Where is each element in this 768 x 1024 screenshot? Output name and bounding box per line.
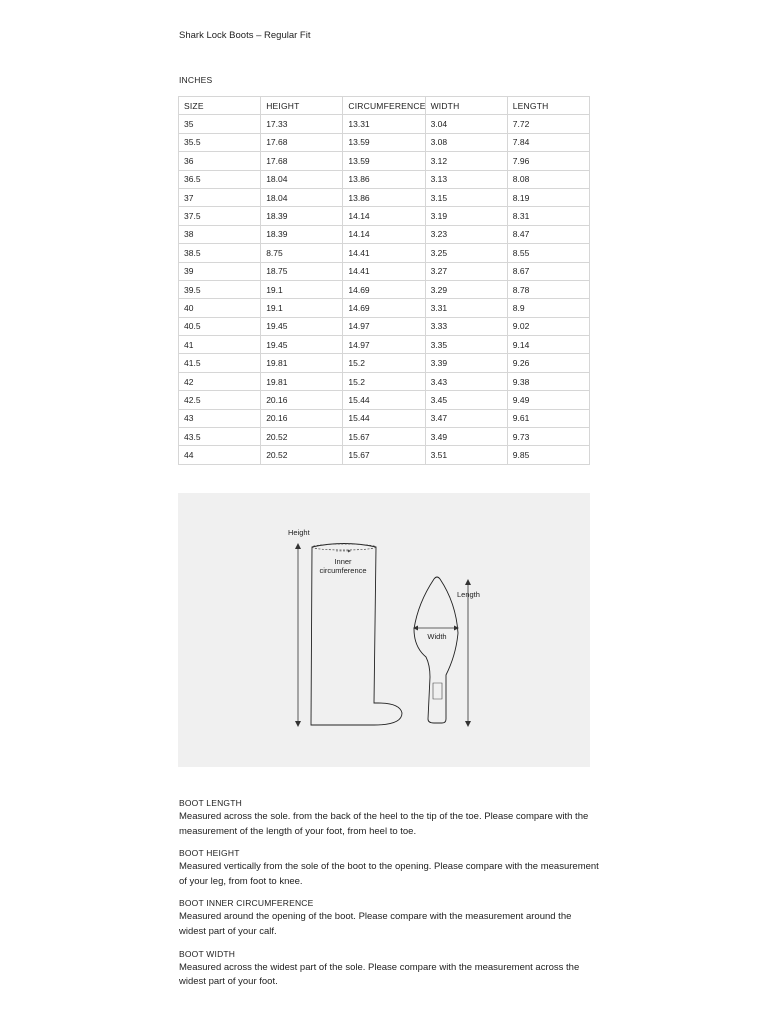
table-row [179, 280, 590, 298]
table-row [179, 207, 590, 225]
inner-circumference-label-line2: circumference [319, 566, 367, 575]
table-row [179, 262, 590, 280]
column-header-size: SIZE [179, 97, 261, 115]
cell-circumference: 14.14 [343, 225, 425, 243]
cell-circumference: 14.97 [343, 317, 425, 335]
definition-heading: BOOT HEIGHT [179, 848, 240, 859]
cell-size: 35 [179, 115, 261, 133]
cell-length: 9.61 [507, 409, 589, 427]
cell-size: 42.5 [179, 391, 261, 409]
unit-label: INCHES [179, 75, 213, 85]
sole-top-outline [414, 577, 458, 723]
table-row [179, 188, 590, 206]
cell-length: 9.49 [507, 391, 589, 409]
cell-width: 3.19 [425, 207, 507, 225]
cell-height: 17.68 [261, 133, 343, 151]
cell-circumference: 13.31 [343, 115, 425, 133]
cell-length: 7.96 [507, 152, 589, 170]
cell-size: 36 [179, 152, 261, 170]
cell-length: 9.85 [507, 446, 589, 464]
cell-size: 37.5 [179, 207, 261, 225]
cell-width: 3.08 [425, 133, 507, 151]
definition-boot-width [179, 948, 599, 990]
cell-circumference: 15.2 [343, 354, 425, 372]
cell-height: 19.81 [261, 372, 343, 390]
cell-width: 3.47 [425, 409, 507, 427]
cell-height: 19.45 [261, 336, 343, 354]
cell-circumference: 14.41 [343, 244, 425, 262]
cell-circumference: 15.44 [343, 409, 425, 427]
cell-height: 18.04 [261, 170, 343, 188]
cell-length: 8.08 [507, 170, 589, 188]
table-row [179, 446, 590, 464]
cell-length: 9.38 [507, 372, 589, 390]
cell-length: 7.72 [507, 115, 589, 133]
width-label: Width [427, 632, 447, 641]
cell-size: 37 [179, 188, 261, 206]
height-arrow-down-icon [295, 721, 301, 727]
definition-body: Measured across the widest part of the sole. Please compare with the measurement across the widest part of your foot. [179, 961, 580, 988]
cell-length: 9.14 [507, 336, 589, 354]
table-row [179, 225, 590, 243]
table-row [179, 152, 590, 170]
cell-size: 41.5 [179, 354, 261, 372]
cell-height: 17.33 [261, 115, 343, 133]
cell-width: 3.12 [425, 152, 507, 170]
cell-height: 20.16 [261, 391, 343, 409]
cell-height: 18.75 [261, 262, 343, 280]
cell-width: 3.29 [425, 280, 507, 298]
cell-width: 3.49 [425, 428, 507, 446]
cell-width: 3.35 [425, 336, 507, 354]
cell-height: 20.52 [261, 446, 343, 464]
cell-width: 3.04 [425, 115, 507, 133]
cell-circumference: 15.67 [343, 446, 425, 464]
cell-length: 8.47 [507, 225, 589, 243]
length-arrow-down-icon [465, 721, 471, 727]
cell-size: 40.5 [179, 317, 261, 335]
cell-circumference: 13.59 [343, 152, 425, 170]
cell-length: 8.19 [507, 188, 589, 206]
cell-height: 18.39 [261, 225, 343, 243]
cell-circumference: 13.59 [343, 133, 425, 151]
definition-boot-height [179, 847, 599, 889]
cell-height: 8.75 [261, 244, 343, 262]
cell-size: 42 [179, 372, 261, 390]
cell-height: 19.1 [261, 299, 343, 317]
cell-circumference: 13.86 [343, 188, 425, 206]
height-label: Height [288, 528, 310, 537]
cell-height: 20.52 [261, 428, 343, 446]
cell-size: 35.5 [179, 133, 261, 151]
heel-outline [433, 683, 442, 699]
cell-size: 40 [179, 299, 261, 317]
table-row [179, 133, 590, 151]
table-row [179, 244, 590, 262]
table-row [179, 372, 590, 390]
cell-width: 3.15 [425, 188, 507, 206]
column-header-width: WIDTH [425, 97, 507, 115]
length-label: Length [457, 590, 480, 599]
cell-width: 3.25 [425, 244, 507, 262]
cell-size: 43.5 [179, 428, 261, 446]
width-arrow-right-icon [454, 626, 459, 631]
cell-width: 3.39 [425, 354, 507, 372]
cell-length: 9.02 [507, 317, 589, 335]
cell-width: 3.13 [425, 170, 507, 188]
cell-circumference: 13.86 [343, 170, 425, 188]
cell-width: 3.43 [425, 372, 507, 390]
cell-width: 3.33 [425, 317, 507, 335]
definition-boot-inner-circumference [179, 897, 599, 939]
cell-height: 20.16 [261, 409, 343, 427]
cell-size: 38.5 [179, 244, 261, 262]
table-body [179, 115, 590, 464]
boot-diagram-illustration [178, 493, 590, 767]
column-header-length: LENGTH [507, 97, 589, 115]
cell-width: 3.27 [425, 262, 507, 280]
size-chart-table [178, 96, 590, 465]
page-title: Shark Lock Boots – Regular Fit [179, 30, 311, 41]
table-row [179, 115, 590, 133]
cell-height: 18.04 [261, 188, 343, 206]
length-arrow-up-icon [465, 579, 471, 585]
cell-length: 8.55 [507, 244, 589, 262]
column-header-circumference: CIRCUMFERENCE [343, 97, 425, 115]
cell-circumference: 15.67 [343, 428, 425, 446]
inner-circumference-label-line1: Inner [334, 557, 352, 566]
measurement-definitions [179, 797, 599, 998]
height-arrow-up-icon [295, 543, 301, 549]
cell-length: 9.26 [507, 354, 589, 372]
table-row [179, 391, 590, 409]
cell-width: 3.31 [425, 299, 507, 317]
cell-height: 17.68 [261, 152, 343, 170]
cell-width: 3.23 [425, 225, 507, 243]
cell-circumference: 15.44 [343, 391, 425, 409]
definition-boot-length [179, 797, 599, 839]
table-row [179, 409, 590, 427]
cell-height: 18.39 [261, 207, 343, 225]
cell-length: 8.67 [507, 262, 589, 280]
table-row [179, 317, 590, 335]
table-row [179, 299, 590, 317]
cell-circumference: 14.14 [343, 207, 425, 225]
cell-size: 36.5 [179, 170, 261, 188]
opening-ellipse [312, 544, 376, 550]
cell-length: 7.84 [507, 133, 589, 151]
definition-heading: BOOT INNER CIRCUMFERENCE [179, 898, 314, 909]
table-row [179, 428, 590, 446]
table-row [179, 336, 590, 354]
cell-circumference: 15.2 [343, 372, 425, 390]
definition-body: Measured across the sole. from the back of the heel to the tip of the toe. Please compare with the measurement of the length of your foot, from heel to toe. [179, 811, 589, 837]
cell-circumference: 14.41 [343, 262, 425, 280]
cell-length: 9.73 [507, 428, 589, 446]
cell-width: 3.51 [425, 446, 507, 464]
cell-height: 19.1 [261, 280, 343, 298]
cell-circumference: 14.69 [343, 280, 425, 298]
cell-size: 38 [179, 225, 261, 243]
cell-height: 19.45 [261, 317, 343, 335]
definition-heading: BOOT LENGTH [179, 798, 242, 808]
cell-height: 19.81 [261, 354, 343, 372]
measurement-diagram [178, 493, 590, 767]
cell-length: 8.78 [507, 280, 589, 298]
definition-heading: BOOT WIDTH [179, 948, 236, 959]
cell-circumference: 14.97 [343, 336, 425, 354]
cell-size: 43 [179, 409, 261, 427]
cell-circumference: 14.69 [343, 299, 425, 317]
cell-size: 39 [179, 262, 261, 280]
definition-body: Measured around the opening of the boot. Please compare with the measurement around the widest part of your calf. [179, 911, 572, 937]
cell-size: 41 [179, 336, 261, 354]
table-row [179, 170, 590, 188]
column-header-height: HEIGHT [261, 97, 343, 115]
cell-size: 39.5 [179, 280, 261, 298]
cell-length: 8.9 [507, 299, 589, 317]
table-header-row [179, 97, 590, 115]
table-row [179, 354, 590, 372]
cell-size: 44 [179, 446, 261, 464]
definition-body: Measured vertically from the sole of the boot to the opening. Please compare with the measurement of your leg, from foot to knee. [179, 861, 599, 887]
cell-width: 3.45 [425, 391, 507, 409]
cell-length: 8.31 [507, 207, 589, 225]
